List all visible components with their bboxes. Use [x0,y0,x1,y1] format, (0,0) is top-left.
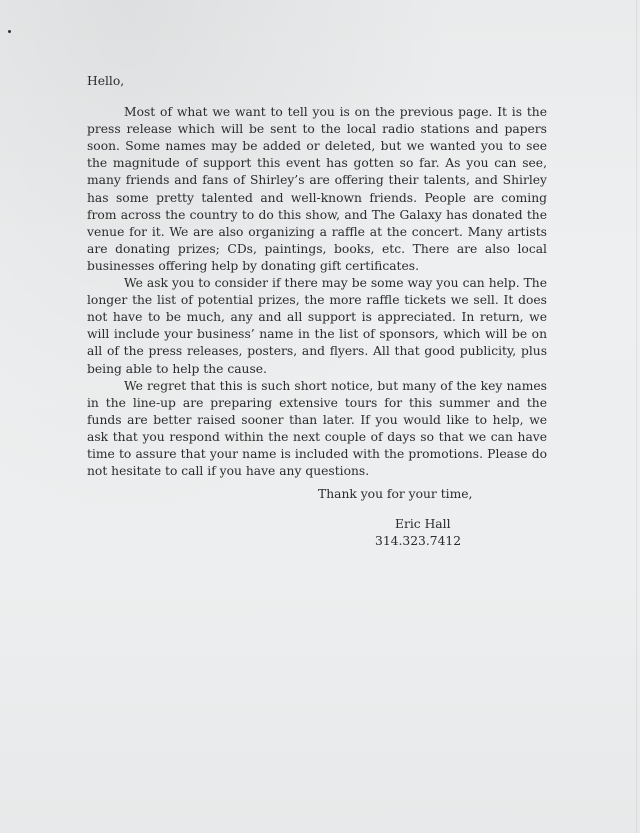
page-edge-shadow [636,0,637,833]
letter-paragraph-3: We regret that this is such short notice, but many of the key names in the line-up are preparing extensive tours for this summer and the funds are better raised sooner than later. If you would like to help, we ask that you respond within the next couple of days so that we can have time to assure that your name is included with the promotions. Please do not hesitate to call if you have any questions. [87,378,547,479]
scan-speck [8,30,11,33]
letter-greeting: Hello, [87,74,125,88]
signature-phone: 314.323.7412 [375,534,462,549]
signature-block [87,516,547,550]
letter-paragraph-2: We ask you to consider if there may be some way you can help. The longer the list of potential prizes, the more raffle tickets we sell. It does not have to be much, any and all support is appreciated. In return, we will include your business’ name in the list of sponsors, which will be on all of the press releases, posters, and flyers. All that good publicity, plus being able to help the cause. [87,276,547,376]
letter-body [87,73,547,550]
letter-closing: Thank you for your time, [318,487,473,502]
letter-paragraph-1: Most of what we want to tell you is on the previous page. It is the press release which will be sent to the local radio stations and papers soon. Some names may be added or deleted, but we wanted you to see the magnitude of support this event has gotten so far. As you can see, many friends and fans of Shirley’s are offering their talents, and Shirley has some pretty talented and well-known friends. People are coming from across the country to do this show, and The Galaxy has donated the venue for it. We are also organizing a raffle at the concert. Many artists are donating prizes; CDs, paintings, books, etc. There are also local businesses offering help by donating gift certificates. [87,105,547,273]
signature-name: Eric Hall [395,517,451,532]
